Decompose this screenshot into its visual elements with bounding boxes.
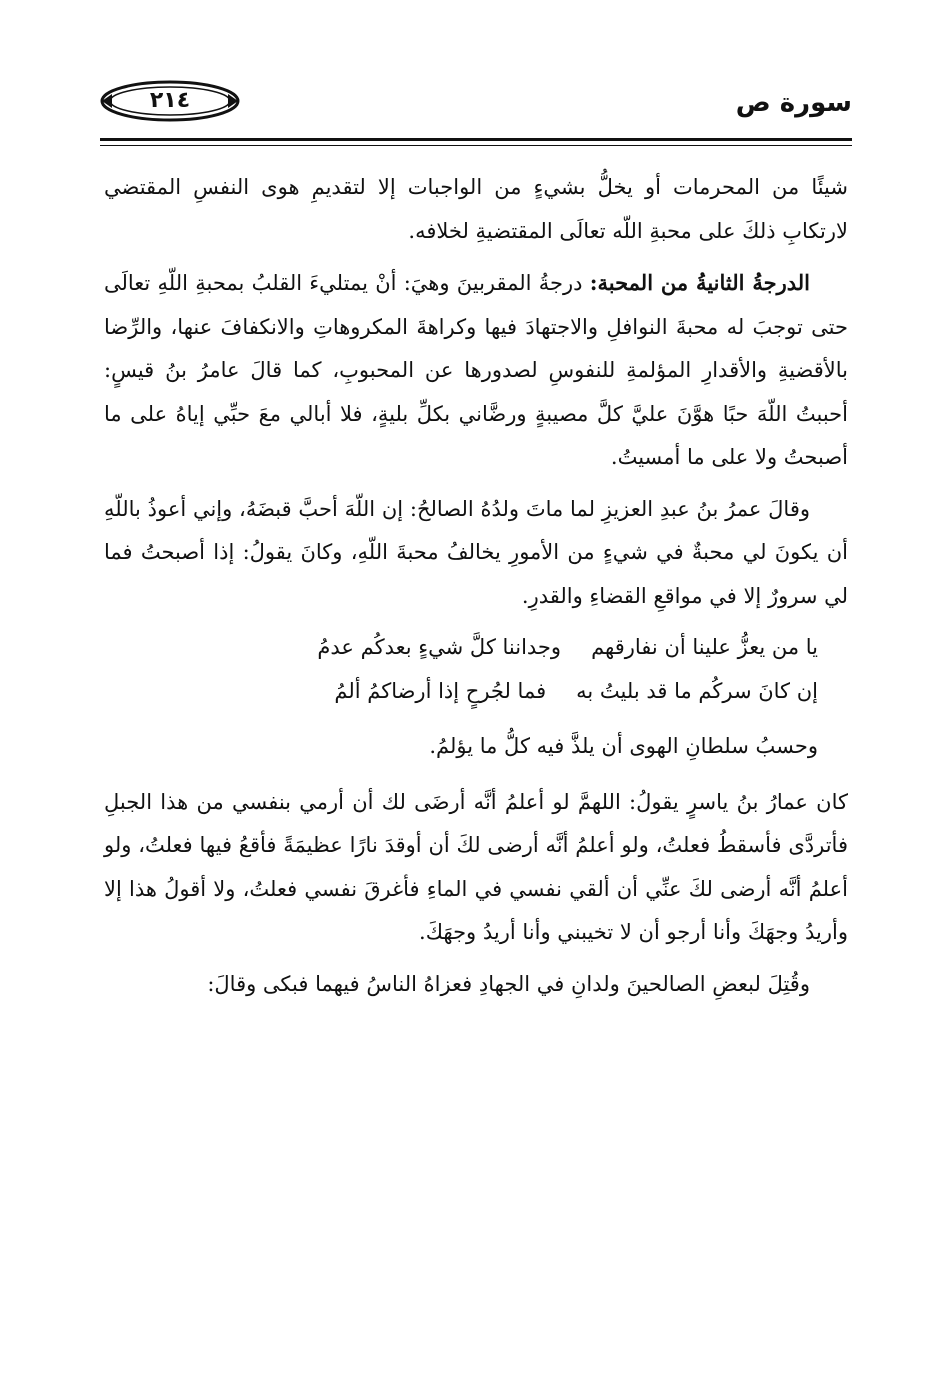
paragraph-1: شيئًا من المحرمات أو يخلُّ بشيءٍ من الواجبات إلا لتقديمِ هوى النفسِ المقتضي لارتكابِ ذلكَ على محبةِ اللّه تعالَى المقتضيةِ لخلافه. (104, 175, 848, 243)
paragraph-5: وقُتِلَ لبعضِ الصالحينَ ولدانِ في الجهادِ فعزاهُ الناسُ فيهما فبكى وقالَ: (207, 971, 810, 996)
surah-title: سورة ص (735, 88, 852, 118)
paragraph-2-heading: الدرجةُ الثانيةُ من المحبة: (589, 270, 810, 295)
poem-verse (104, 626, 818, 670)
paragraph-2-text: درجةُ المقربينَ وهيَ: أنْ يمتليءَ القلبُ بمحبةِ اللّهِ تعالَى حتى توجبَ له محبةَ النوافلِ والاجتهادَ فيها وكراهةَ المكروهاتِ والانكفافَ عنها، والرِّضا بالأقضيةِ والأقدارِ المؤلمةِ للنفوسِ لصدورها عن المحبوبِ، كما قالَ عامرُ بنُ قيسٍ: أحببتُ اللّهَ حبًا هوَّنَ عليَّ كلَّ مصيبةٍ ورضَّاني بكلِّ بليةٍ، فلا أبالي معَ حبِّي إياهُ على ما أصبحتُ ولا على ما أمسيتُ. (104, 271, 848, 469)
page-body (104, 166, 848, 1014)
poem-hemistich-left: فما لجُرحٍ إذا أرضاكمُ ألمُ (334, 678, 547, 703)
paragraph-4: كان عمارُ بنُ ياسرٍ يقولُ: اللهمَّ لو أعلمُ أنَّه أرضَى لك أن أرمي بنفسي من هذا الجبلِ فأتردَّى فأسقطُ فعلتُ، ولو أعلمُ أنَّه أرضى لكَ أن أوقدَ نارًا عظيمَةً فأقعُ فيها فعلتُ، ولو أعلمُ أنَّه أرضى لكَ عنِّي أن ألقي نفسي في الماءِ فأغرقَ نفسي فعلتُ، ولا أقولُ هذا إلا وأريدُ وجهَكَ وأنا أرجو أن لا تخيبني وأنا أريدُ وجهَكَ. (104, 789, 848, 944)
poem-conclusion: وحسبُ سلطانِ الهوى أن يلذَّ فيه كلُّ ما يؤلمُ. (429, 734, 818, 758)
poem-hemistich-right: يا من يعزُّ علينا أن نفارقهم (591, 635, 818, 659)
page-number: ٢١٤ (149, 88, 191, 113)
poem (104, 626, 848, 713)
poem-hemistich-right: إن كانَ سركُم ما قد بليتُ به (576, 678, 818, 703)
poem-hemistich-left: وجداننا كلَّ شيءٍ بعدكُم عدمُ (317, 635, 562, 659)
page-header (100, 80, 852, 132)
page-number-badge (100, 80, 240, 122)
header-rule-thin (100, 145, 852, 146)
poem-verse (104, 670, 818, 714)
header-rule-thick (100, 138, 852, 141)
paragraph-3: وقالَ عمرُ بنُ عبدِ العزيزِ لما ماتَ ولدُهُ الصالحُ: إن اللّهَ أحبَّ قبضَهُ، وإني أعوذُ باللّهِ أن يكونَ لي محبةٌ في شيءٍ من الأمورِ يخالفُ محبةَ اللّهِ، وكانَ يقولُ: إذا أصبحتُ فما لي سرورٌ إلا في مواقعِ القضاءِ والقدرِ. (104, 496, 848, 608)
paragraph-2 (104, 261, 848, 480)
